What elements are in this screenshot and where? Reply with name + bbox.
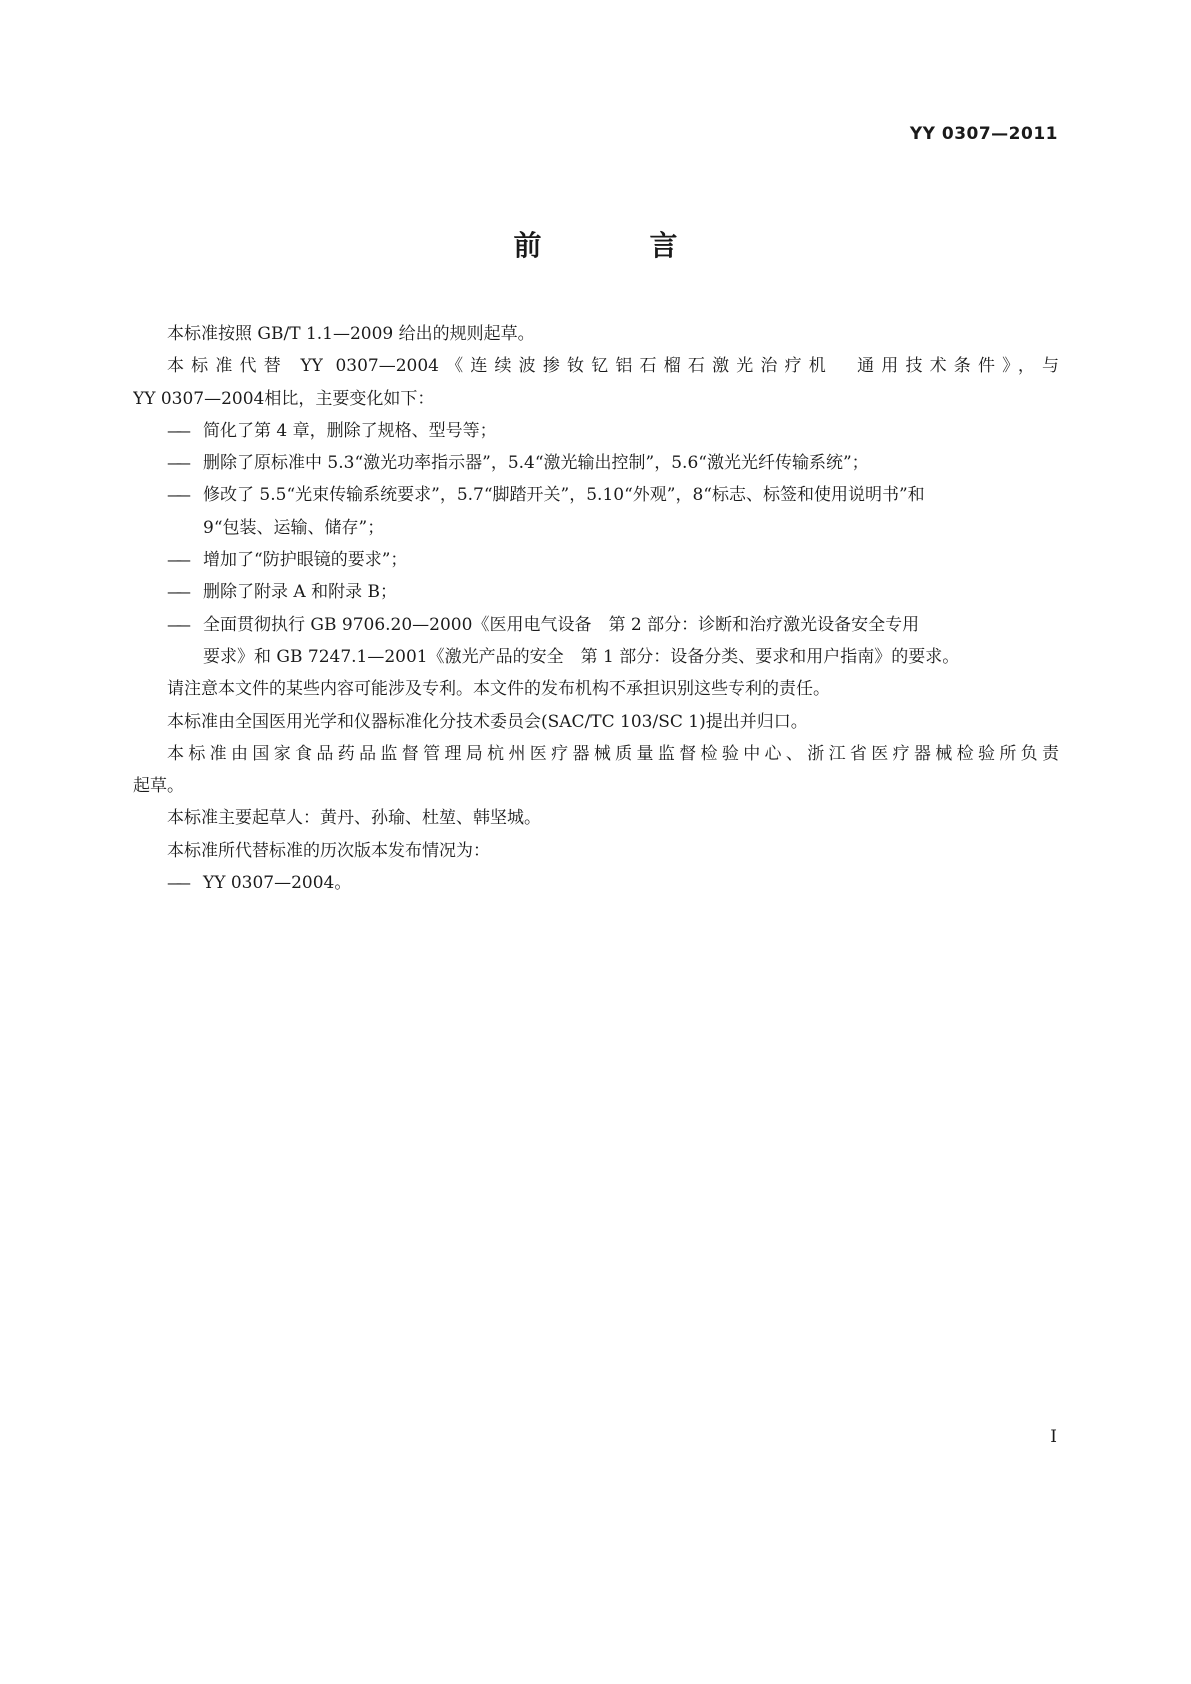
- list-item-text-line2: 要求》和 GB 7247.1—2001《激光产品的安全 第 1 部分：设备分类、要求和用户指南》的要求。: [203, 646, 960, 667]
- dash-marker: [167, 415, 185, 447]
- list-item: [133, 544, 1059, 576]
- list-item: [133, 415, 1059, 447]
- list-item-text: 简化了第 4 章，删除了规格、型号等；: [203, 420, 497, 441]
- dash-marker: [167, 544, 185, 576]
- dash-marker: [167, 609, 185, 641]
- paragraph-replaces-line1: 本标准代替 YY 0307—2004《连续波掺钕钇铝石榴石激光治疗机 通用技术条件》，与: [167, 356, 1059, 377]
- list-item-text: 增加了“防护眼镜的要求”；: [203, 550, 408, 571]
- standard-code: YY 0307—2011: [909, 124, 1058, 144]
- list-item-text: 删除了附录 A 和附录 B；: [203, 582, 397, 603]
- dash-marker: [167, 867, 185, 899]
- list-item-text-line2: 9“包装、运输、储存”；: [203, 517, 385, 538]
- list-item-text-line1: 修改了 5.5“光束传输系统要求”，5.7“脚踏开关”，5.10“外观”，8“标志、标签和使用说明书”和: [203, 485, 925, 506]
- foreword-body: [133, 318, 1059, 899]
- dash-marker: [167, 479, 185, 511]
- dash-marker: [167, 576, 185, 608]
- list-item-text-line1: 全面贯彻执行 GB 9706.20—2000《医用电气设备 第 2 部分：诊断和治疗激光设备安全专用: [203, 614, 920, 635]
- paragraph-patent-notice: 请注意本文件的某些内容可能涉及专利。本文件的发布机构不承担识别这些专利的责任。: [167, 679, 830, 700]
- page-number: I: [1050, 1427, 1057, 1447]
- paragraph-replaces-line2: YY 0307—2004相比，主要变化如下：: [133, 388, 435, 409]
- page-title: 前 言: [513, 229, 718, 262]
- paragraph-drafters: 本标准主要起草人：黄丹、孙瑜、杜堃、韩坚城。: [167, 808, 541, 829]
- list-item: [133, 609, 1059, 674]
- paragraph-drafted-by-line1: 本标准由国家食品药品监督管理局杭州医疗器械质量监督检验中心、浙江省医疗器械检验所负责: [167, 743, 1059, 764]
- paragraph-drafting-rules: 本标准按照 GB/T 1.1—2009 给出的规则起草。: [167, 324, 535, 344]
- list-item: [133, 479, 1059, 544]
- paragraph-previous-editions: 本标准所代替标准的历次版本发布情况为：: [167, 840, 490, 861]
- list-item: [133, 447, 1059, 479]
- paragraph-proposed-by: 本标准由全国医用光学和仪器标准化分技术委员会(SAC/TC 103/SC 1)提出并归口。: [167, 711, 808, 732]
- list-item-text: YY 0307—2004。: [203, 873, 352, 894]
- paragraph-drafted-by-line2: 起草。: [133, 776, 184, 797]
- list-item: [133, 867, 1059, 899]
- dash-marker: [167, 447, 185, 479]
- list-item-text: 删除了原标准中 5.3“激光功率指示器”，5.4“激光输出控制”，5.6“激光光纤传输系统”；: [203, 453, 869, 474]
- list-item: [133, 576, 1059, 608]
